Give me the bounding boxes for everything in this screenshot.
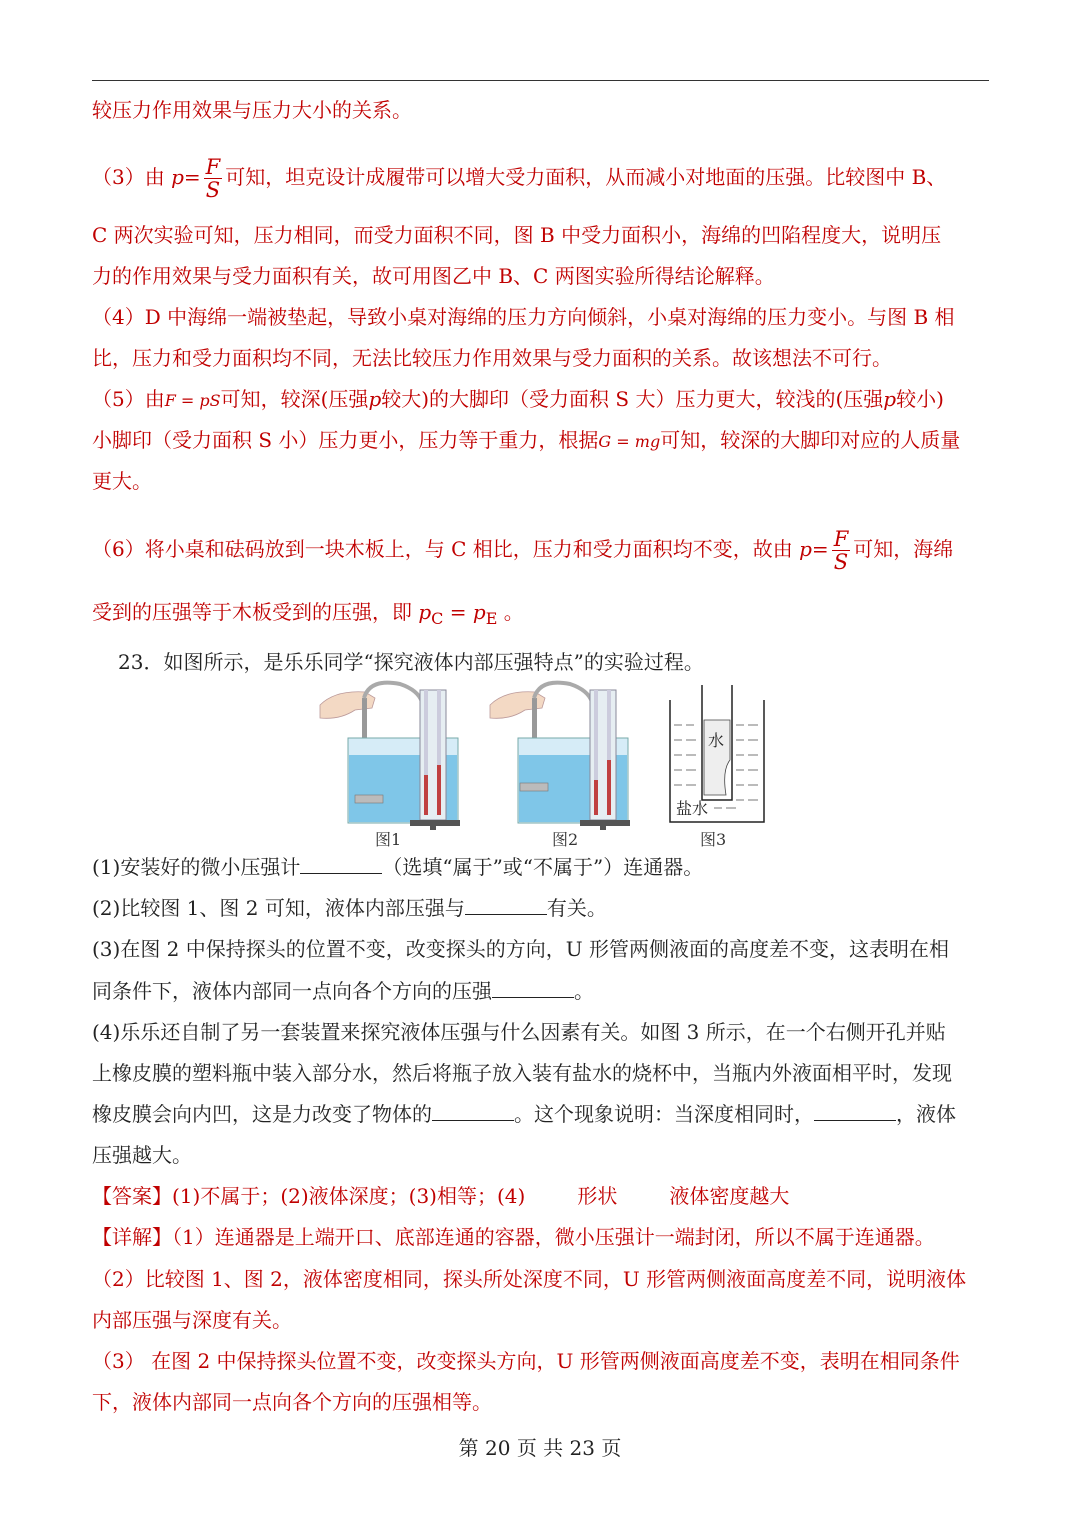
question-part-3: 同条件下，液体内部同一点向各个方向的压强 。 — [92, 979, 594, 1003]
text-line: 较压力作用效果与压力大小的关系。 — [92, 98, 412, 122]
answer-blank — [465, 894, 547, 915]
text-line: 力的作用效果与受力面积有关，故可用图乙中 B、C 两图实验所得结论解释。 — [92, 264, 775, 288]
explanation-line: 下，液体内部同一点向各个方向的压强相等。 — [92, 1390, 492, 1414]
page-number-footer: 第 20 页 共 23 页 — [458, 1436, 622, 1460]
question-part-4: (4)乐乐还自制了另一套装置来探究液体压强与什么因素有关。如图 3 所示，在一个右侧开孔并贴 — [92, 1020, 946, 1044]
figure-3-caption: 图3 — [700, 830, 727, 849]
question-part-4: 压强越大。 — [92, 1143, 192, 1167]
answer-blank — [492, 977, 574, 998]
explanation-line: 【详解】（1）连通器是上端开口、底部连通的容器，微小压强计一端封闭，所以不属于连通器。 — [92, 1225, 935, 1249]
text-line: 受到的压强等于木板受到的压强，即 $p_C = p_E$ 。 — [92, 600, 524, 628]
figure-1-caption: 图1 — [375, 830, 402, 849]
question-part-3: (3)在图 2 中保持探头的位置不变，改变探头的方向，U 形管两侧液面的高度差不变，这表明在相 — [92, 937, 949, 961]
figure-3-apparatus — [670, 685, 764, 849]
explanation-line: 内部压强与深度有关。 — [92, 1308, 292, 1332]
question-23-title: 23．如图所示，是乐乐同学“探究液体内部压强特点”的实验过程。 — [118, 650, 704, 674]
text-line: C 两次实验可知，压力相同，而受力面积不同，图 B 中受力面积小，海绵的凹陷程度大，说明压 — [92, 223, 942, 247]
text-line: 小脚印（受力面积 S 小）压力更小，压力等于重力，根据G = mg可知，较深的大脚印对应的人质量 — [92, 428, 961, 452]
answer-blank — [432, 1100, 514, 1121]
brine-label: 盐水 — [676, 799, 709, 818]
answer-line: 【答案】(1)不属于；(2)液体深度；(3)相等；(4) 形状 液体密度越大 — [92, 1184, 790, 1208]
text-line: （3）由 p= $\frac{F}{S}$ 可知，坦克设计成履带可以增大受力面积，从而减小对地面的压强。比较图中 B、 — [92, 155, 947, 203]
question-part-4: 橡皮膜会向内凹，这是力改变了物体的 。这个现象说明：当深度相同时， ，液体 — [92, 1102, 956, 1126]
answer-blank — [814, 1100, 896, 1121]
header-rule — [92, 80, 989, 81]
question-part-2: (2)比较图 1、图 2 可知，液体内部压强与 有关。 — [92, 896, 607, 920]
answer-blank — [300, 853, 382, 874]
fraction-F-over-S: $\frac{F}{S}$ — [205, 155, 221, 203]
figure-2-apparatus — [490, 683, 630, 849]
fraction-F-over-S: $\frac{F}{S}$ — [833, 527, 849, 575]
question-part-1: (1)安装好的微小压强计 （选填“属于”或“不属于”）连通器。 — [92, 855, 704, 879]
experiment-figures — [300, 680, 780, 850]
text-line: 更大。 — [92, 469, 152, 493]
explanation-line: （2）比较图 1、图 2，液体密度相同，探头所处深度不同，U 形管两侧液面高度差不同，说明液体 — [92, 1267, 967, 1291]
text-line: 比，压力和受力面积均不同，无法比较压力作用效果与受力面积的关系。故该想法不可行。 — [92, 346, 892, 370]
water-label: 水 — [708, 731, 725, 750]
figure-1-apparatus — [320, 683, 460, 849]
text-line: （4）D 中海绵一端被垫起，导致小桌对海绵的压力方向倾斜，小桌对海绵的压力变小。与图 B 相 — [92, 305, 955, 329]
figure-2-caption: 图2 — [552, 830, 579, 849]
explanation-line: （3） 在图 2 中保持探头位置不变，改变探头方向，U 形管两侧液面高度差不变，表明在相同条件 — [92, 1349, 960, 1373]
text-line: （5）由F = pS可知，较深(压强p较大)的大脚印（受力面积 S 大）压力更大，较浅的(压强p较小) — [92, 387, 944, 411]
text-line: （6）将小桌和砝码放到一块木板上，与 C 相比，压力和受力面积均不变，故由 p= $\frac{F}{S}$ 可知，海绵 — [92, 527, 954, 575]
question-part-4: 上橡皮膜的塑料瓶中装入部分水，然后将瓶子放入装有盐水的烧杯中，当瓶内外液面相平时，发现 — [92, 1061, 952, 1085]
